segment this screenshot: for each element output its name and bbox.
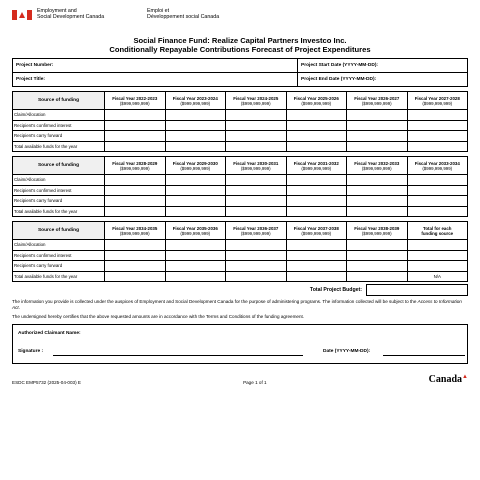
amount-cell[interactable] [105, 185, 166, 196]
row-label: Total available funds for the year [13, 206, 105, 217]
amount-cell[interactable] [407, 131, 468, 142]
fiscal-year-header: Fiscal Year 2037-2038 ($999,999,999) [286, 222, 347, 240]
amount-cell[interactable] [165, 175, 226, 186]
table-row [13, 240, 468, 251]
amount-cell[interactable] [226, 250, 287, 261]
header-row [13, 157, 468, 175]
table-row [13, 185, 468, 196]
header [12, 8, 468, 30]
amount-cell[interactable] [226, 141, 287, 152]
amount-cell[interactable] [165, 185, 226, 196]
total-budget-label: Total Project Budget: [309, 287, 362, 293]
amount-cell[interactable] [407, 250, 468, 261]
form-title: Social Finance Fund: Realize Capital Partners Investco Inc. Conditionally Repayable Contributions Forecast of Project Expenditures [109, 36, 371, 54]
fiscal-year-header: Fiscal Year 2034-2035 ($999,999,999) [105, 222, 166, 240]
fiscal-year-header: Fiscal Year 2025-2026 ($999,999,999) [286, 92, 347, 110]
amount-cell[interactable] [105, 131, 166, 142]
amount-cell[interactable] [226, 240, 287, 251]
canada-flag-icon [12, 10, 32, 20]
project-info [12, 58, 468, 87]
fiscal-year-header: Fiscal Year 2028-2029 ($999,999,999) [105, 157, 166, 175]
amount-cell[interactable] [407, 206, 468, 217]
amount-cell[interactable] [105, 271, 166, 282]
amount-cell: N/A [407, 271, 468, 282]
amount-cell[interactable] [286, 196, 347, 207]
amount-cell[interactable] [165, 131, 226, 142]
row-label: Recipient's confirmed interest [13, 250, 105, 261]
row-label: Recipient's carry forward [13, 131, 105, 142]
fiscal-year-header: Fiscal Year 2027-2028 ($999,999,999) [407, 92, 468, 110]
fiscal-year-header: Fiscal Year 2035-2036 ($999,999,999) [165, 222, 226, 240]
fiscal-year-header: Fiscal Year 2024-2025 ($999,999,999) [226, 92, 287, 110]
amount-cell[interactable] [407, 196, 468, 207]
date-line[interactable] [383, 355, 465, 356]
amount-cell[interactable] [286, 250, 347, 261]
fiscal-year-header: Fiscal Year 2029-2030 ($999,999,999) [165, 157, 226, 175]
row-label: Total available funds for the year [13, 271, 105, 282]
fiscal-year-header: Fiscal Year 2032-2033 ($999,999,999) [347, 157, 408, 175]
amount-cell[interactable] [347, 141, 408, 152]
amount-cell[interactable] [226, 185, 287, 196]
table-row [13, 206, 468, 217]
amount-cell[interactable] [407, 261, 468, 272]
privacy-notice: The information you provide is collected under the auspices of Employment and Social Development Canada for the purpose of administering programs. The information collected will be subject to the Access to Information Act. [12, 299, 462, 310]
signature-label: Signature : [18, 349, 44, 354]
amount-cell[interactable] [165, 120, 226, 131]
forecast-table-1 [12, 91, 468, 152]
page-number: Page 1 of 1 [243, 380, 267, 385]
amount-cell[interactable] [286, 185, 347, 196]
amount-cell[interactable] [165, 250, 226, 261]
certification-box [12, 324, 468, 364]
header-row [13, 222, 468, 240]
amount-cell[interactable] [165, 110, 226, 121]
amount-cell[interactable] [105, 250, 166, 261]
amount-cell[interactable] [347, 175, 408, 186]
amount-cell[interactable] [407, 110, 468, 121]
table-row [13, 261, 468, 272]
source-of-funding-header: Source of funding [13, 92, 105, 110]
row-label: Total available funds for the year [13, 141, 105, 152]
form-id: ESDC EMP5732 (2025-04-003) E [12, 380, 81, 385]
forecast-table-3 [12, 221, 468, 282]
amount-cell[interactable] [105, 261, 166, 272]
fiscal-year-header: Fiscal Year 2036-2037 ($999,999,999) [226, 222, 287, 240]
project-number-field[interactable]: Project Number: [13, 59, 298, 73]
amount-cell[interactable] [286, 141, 347, 152]
total-budget [12, 284, 468, 296]
row-label: Recipient's confirmed interest [13, 185, 105, 196]
table-row [13, 131, 468, 142]
amount-cell[interactable] [286, 110, 347, 121]
amount-cell[interactable] [347, 185, 408, 196]
amount-cell[interactable] [407, 185, 468, 196]
amount-cell[interactable] [286, 120, 347, 131]
certification-text: The undersigned hereby certifies that the above requested amounts are in accordance with the Terms and Conditions of the funding agreement. [12, 314, 305, 319]
dept-name-en: Employment and Social Development Canada [37, 8, 105, 20]
source-of-funding-header: Source of funding [13, 222, 105, 240]
amount-cell[interactable] [226, 271, 287, 282]
form-page [12, 8, 468, 385]
row-label: Recipient's confirmed interest [13, 120, 105, 131]
date-label: Date (YYYY-MM-DD): [323, 349, 371, 354]
forecast-table-2 [12, 156, 468, 217]
table-row [13, 141, 468, 152]
project-title-field[interactable]: Project Title: [13, 73, 298, 86]
fiscal-year-header: Fiscal Year 2026-2027 ($999,999,999) [347, 92, 408, 110]
amount-cell[interactable] [347, 206, 408, 217]
amount-cell[interactable] [286, 271, 347, 282]
amount-cell[interactable] [347, 261, 408, 272]
fiscal-year-header: Fiscal Year 2030-2031 ($999,999,999) [226, 157, 287, 175]
row-label: Recipient's carry forward [13, 196, 105, 207]
amount-cell[interactable] [407, 240, 468, 251]
amount-cell[interactable] [407, 175, 468, 186]
amount-cell[interactable] [347, 240, 408, 251]
amount-cell[interactable] [286, 131, 347, 142]
amount-cell[interactable] [165, 196, 226, 207]
table-row [13, 120, 468, 131]
table-row [13, 110, 468, 121]
fiscal-year-header: Fiscal Year 2038-2039 ($999,999,999) [347, 222, 408, 240]
amount-cell[interactable] [226, 110, 287, 121]
fiscal-year-header: Fiscal Year 2031-2032 ($999,999,999) [286, 157, 347, 175]
claimant-name-label: Authorized Claimant Name: [18, 331, 81, 336]
canada-wordmark: Canada▲ [428, 374, 468, 385]
amount-cell[interactable] [165, 206, 226, 217]
amount-cell[interactable] [407, 141, 468, 152]
amount-cell[interactable] [226, 261, 287, 272]
amount-cell[interactable] [105, 141, 166, 152]
row-label: Claim/Allocation [13, 175, 105, 186]
amount-cell[interactable] [347, 271, 408, 282]
amount-cell[interactable] [105, 110, 166, 121]
footer [12, 374, 468, 385]
row-label: Claim/Allocation [13, 110, 105, 121]
fiscal-year-header: Fiscal Year 2033-2034 ($999,999,999) [407, 157, 468, 175]
amount-cell[interactable] [105, 120, 166, 131]
amount-cell[interactable] [286, 240, 347, 251]
amount-cell[interactable] [226, 196, 287, 207]
fiscal-year-header: Fiscal Year 2022-2023 ($999,999,999) [105, 92, 166, 110]
amount-cell[interactable] [226, 131, 287, 142]
row-label: Recipient's carry forward [13, 261, 105, 272]
amount-cell[interactable] [165, 261, 226, 272]
table-row [13, 175, 468, 186]
fiscal-year-header: Fiscal Year 2023-2024 ($999,999,999) [165, 92, 226, 110]
amount-cell[interactable] [105, 240, 166, 251]
amount-cell[interactable] [226, 175, 287, 186]
amount-cell[interactable] [347, 196, 408, 207]
row-label: Claim/Allocation [13, 240, 105, 251]
amount-cell[interactable] [165, 141, 226, 152]
amount-cell[interactable] [347, 131, 408, 142]
amount-cell[interactable] [105, 196, 166, 207]
signature-line[interactable] [53, 355, 303, 356]
project-start-field[interactable]: Project Start Date (YYYY-MM-DD): [298, 59, 467, 73]
project-end-field[interactable]: Project End Date (YYYY-MM-DD): [301, 77, 377, 82]
table-row [13, 271, 468, 282]
amount-cell[interactable] [226, 206, 287, 217]
amount-cell[interactable] [286, 175, 347, 186]
amount-cell[interactable] [226, 120, 287, 131]
amount-cell[interactable] [286, 261, 347, 272]
amount-cell[interactable] [105, 206, 166, 217]
amount-cell[interactable] [407, 120, 468, 131]
amount-cell[interactable] [286, 206, 347, 217]
total-funding-source-header: Total for each funding source [407, 222, 468, 240]
amount-cell[interactable] [105, 175, 166, 186]
dept-name-fr: Emploi et Développement social Canada [147, 8, 220, 20]
source-of-funding-header: Source of funding [13, 157, 105, 175]
amount-cell[interactable] [347, 120, 408, 131]
amount-cell[interactable] [347, 110, 408, 121]
table-row [13, 196, 468, 207]
table-row [13, 250, 468, 261]
total-budget-input[interactable] [366, 284, 468, 296]
amount-cell[interactable] [165, 240, 226, 251]
amount-cell[interactable] [347, 250, 408, 261]
header-row [13, 92, 468, 110]
amount-cell[interactable] [165, 271, 226, 282]
